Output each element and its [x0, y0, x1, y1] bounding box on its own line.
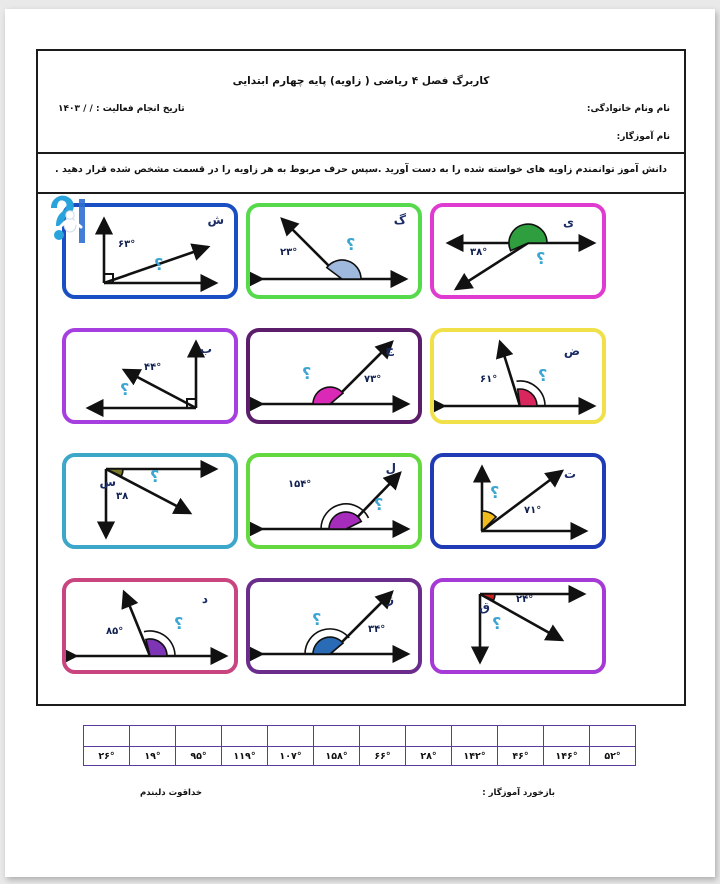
answer-value-cell-12: ۲۶°: [84, 747, 130, 766]
known-angle-value: ۴۴°: [144, 362, 162, 373]
answer-blank-cell-12[interactable]: [84, 726, 130, 747]
answer-blank-cell-3[interactable]: [498, 726, 544, 747]
answer-value-cell-1: ۵۲°: [590, 747, 636, 766]
card-letter-label: گ: [393, 213, 406, 227]
worksheet-frame: [36, 49, 686, 706]
known-angle-value: ۳۸°: [470, 247, 488, 258]
angle-card-گ[interactable]: [246, 203, 422, 299]
answer-blank-cell-7[interactable]: [314, 726, 360, 747]
answer-value-cell-4: ۱۴۲°: [452, 747, 498, 766]
header-divider-2: [38, 192, 684, 194]
answer-blank-cell-11[interactable]: [130, 726, 176, 747]
known-angle-value: ۲۴°: [516, 594, 534, 605]
angle-card-د[interactable]: [62, 578, 238, 674]
question-mark-mascot-icon: [43, 191, 89, 247]
known-angle-value: ۷۱°: [524, 505, 542, 516]
known-angle-value: ۶۱°: [480, 374, 498, 385]
known-angle-value: ۸۵°: [106, 626, 124, 637]
answer-value-cell-10: ۹۵°: [176, 747, 222, 766]
header-divider-1: [38, 152, 684, 154]
teacher-feedback-label: بازخورد آموزگار :: [482, 788, 555, 798]
answer-blank-cell-6[interactable]: [360, 726, 406, 747]
activity-date-label: تاریخ انجام فعالیت : / / ۱۴۰۳: [58, 104, 185, 114]
name-family-label: نام ونام خانوادگی:: [586, 104, 670, 114]
unknown-angle-marker: ؟: [346, 235, 356, 254]
answer-value-cell-3: ۴۶°: [498, 747, 544, 766]
known-angle-value: ۱۵۴°: [288, 479, 312, 490]
card-letter-label: ب: [199, 342, 212, 356]
page-title: کاربرگ فصل ۴ ریاضی ( زاویه) پایه چهارم ابتدایی: [232, 75, 490, 87]
answer-value-cell-7: ۱۵۸°: [314, 747, 360, 766]
unknown-angle-marker: ؟: [302, 364, 312, 383]
unknown-angle-marker: ؟: [538, 366, 548, 385]
card-letter-label: ل: [385, 461, 396, 475]
card-letter-label: ت: [563, 467, 576, 481]
unknown-angle-marker: ؟: [492, 614, 502, 633]
answer-value-cell-8: ۱۰۷°: [268, 747, 314, 766]
angle-card-ز[interactable]: [246, 578, 422, 674]
answer-value-cell-2: ۱۴۶°: [544, 747, 590, 766]
card-letter-label: ش: [207, 213, 224, 227]
angle-card-ب[interactable]: [62, 328, 238, 424]
answer-blank-cell-1[interactable]: [590, 726, 636, 747]
answer-value-cell-6: ۶۶°: [360, 747, 406, 766]
answer-blank-cell-2[interactable]: [544, 726, 590, 747]
teacher-feedback-note: خداقوت دلبندم: [140, 788, 202, 798]
angle-card-ج[interactable]: [246, 328, 422, 424]
unknown-angle-marker: ؟: [312, 610, 322, 629]
known-angle-value: ۲۳°: [280, 247, 298, 258]
answer-bank-table: [83, 725, 636, 766]
unknown-angle-marker: ؟: [154, 255, 164, 274]
unknown-angle-marker: ؟: [120, 380, 130, 399]
card-letter-label: ج: [385, 342, 394, 356]
answer-blank-cell-4[interactable]: [452, 726, 498, 747]
unknown-angle-marker: ؟: [150, 467, 160, 486]
known-angle-value: ۷۳°: [364, 374, 382, 385]
card-letter-label: ی: [563, 215, 574, 229]
known-angle-value: ۶۳°: [118, 239, 136, 250]
card-letter-label: ز: [387, 592, 394, 606]
instruction-text: دانش آموز توانمندم زاویه های خواسته شده را به دست آورید .سپس حرف مربوط به هر زاویه را در قسمت مشخص شده قرار دهید .: [55, 164, 667, 175]
answer-value-cell-9: ۱۱۹°: [222, 747, 268, 766]
answer-bank-value-row: [84, 747, 636, 766]
card-letter-label: ض: [563, 344, 580, 358]
angle-card-grid: [62, 203, 670, 674]
angle-card-ی[interactable]: [430, 203, 606, 299]
angle-card-س[interactable]: [62, 453, 238, 549]
angle-card-ق[interactable]: [430, 578, 606, 674]
known-angle-value: ۳۸: [116, 491, 129, 502]
answer-blank-cell-9[interactable]: [222, 726, 268, 747]
unknown-angle-marker: ؟: [536, 249, 546, 268]
answer-blank-cell-10[interactable]: [176, 726, 222, 747]
unknown-angle-marker: ؟: [374, 495, 384, 514]
unknown-angle-marker: ؟: [490, 483, 500, 502]
angle-card-ض[interactable]: [430, 328, 606, 424]
card-letter-label: ق: [479, 600, 490, 614]
card-letter-label: د: [201, 592, 208, 606]
angle-card-ت[interactable]: [430, 453, 606, 549]
angle-card-ل[interactable]: [246, 453, 422, 549]
known-angle-value: ۳۴°: [368, 624, 386, 635]
answer-value-cell-11: ۱۹°: [130, 747, 176, 766]
answer-blank-cell-5[interactable]: [406, 726, 452, 747]
card-letter-label: س: [99, 475, 116, 489]
answer-blank-cell-8[interactable]: [268, 726, 314, 747]
teacher-name-label: نام آموزگار:: [616, 132, 670, 142]
unknown-angle-marker: ؟: [174, 614, 184, 633]
answer-value-cell-5: ۲۸°: [406, 747, 452, 766]
answer-bank-blank-row: [84, 726, 636, 747]
worksheet-page: [5, 9, 715, 877]
